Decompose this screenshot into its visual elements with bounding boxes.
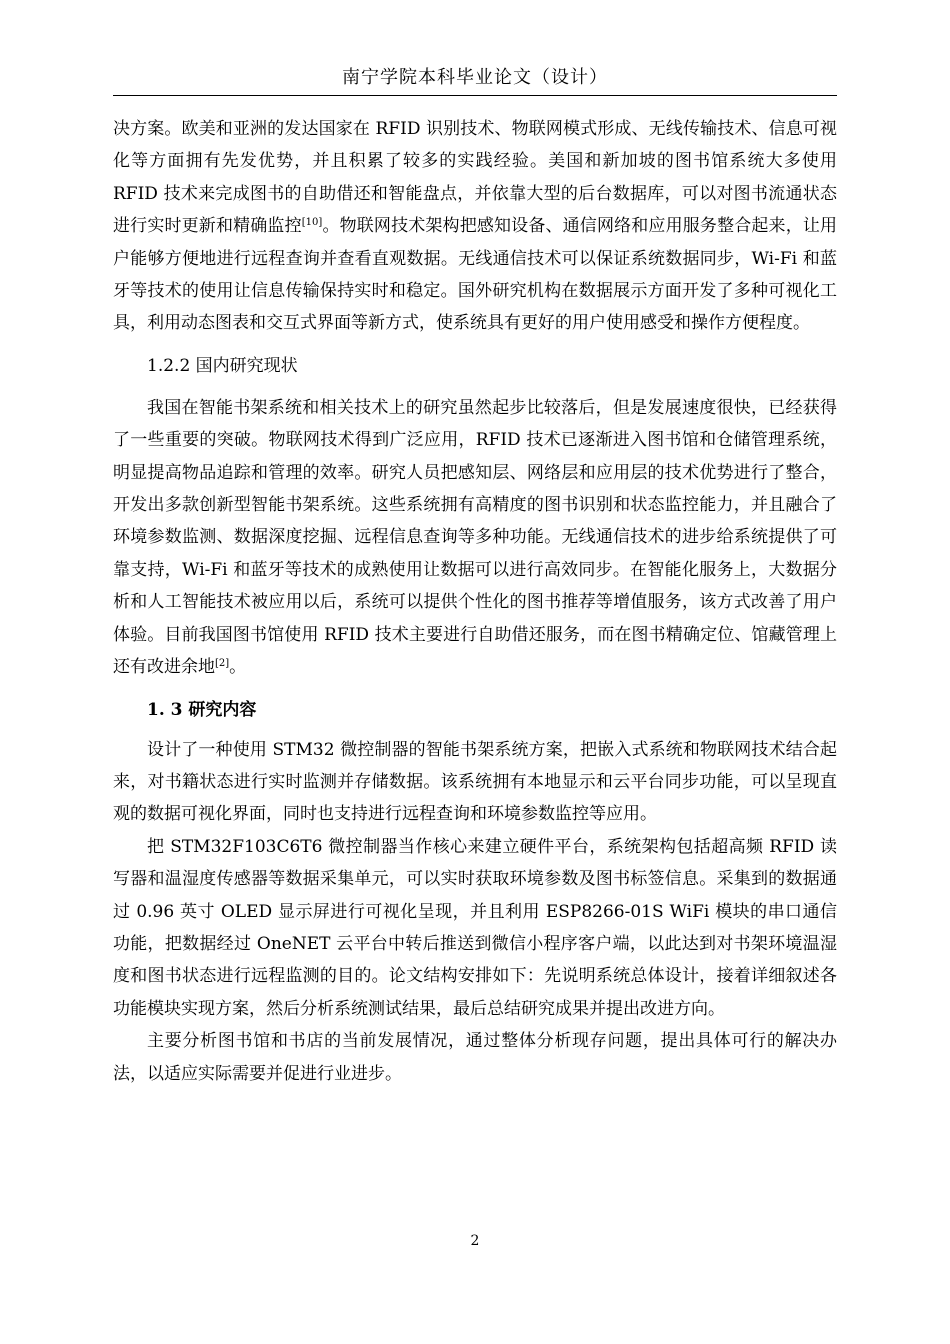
paragraph-research-content-3: 主要分析图书馆和书店的当前发展情况，通过整体分析现存问题，提出具体可行的解决办法，以适应实际需要并促进行业进步。 (113, 1031, 837, 1084)
paragraph-research-content-2: 把 STM32F103C6T6 微控制器当作核心来建立硬件平台，系统架构包括超高频 RFID 读写器和温湿度传感器等数据采集单元，可以实时获取环境参数及图书标签信息。采集到的数据通过 0.96 英寸 OLED 显示屏进行可视化呈现，并且利用 ESP8266-01S WiFi 模块的串口通信功能，把数据经过 OneNET 云平台中转后推送到微信小程序客户端，以此达到对书架环境温湿度和图书状态进行远程监测的目的。论文结构安排如下：先说明系统总体设计，接着详细叙述各功能模块实现方案，然后分析系统测试结果，最后总结研究成果并提出改进方向。 (113, 836, 837, 1019)
document-body (113, 113, 837, 1090)
section-heading-1-3: 1. 3 研究内容 (147, 699, 257, 720)
section-heading-1-2-2: 1.2.2 国内研究现状 (147, 355, 298, 376)
running-header: 南宁学院本科毕业论文（设计） (342, 67, 608, 88)
paragraph-overseas-status (113, 113, 837, 340)
header-rule (113, 95, 837, 96)
paragraph-text: 。物联网技术架构把感知设备、通信网络和应用服务整合起来，让用户能够方便地进行远程查询并查看直观数据。无线通信技术可以保证系统数据同步，Wi-Fi 和蓝牙等技术的使用让信息传输保持实时和稳定。国外研究机构在数据展示方面开发了多种可视化工具，利用动态图表和交互式界面等新方式，使系统具有更好的用户使用感受和操作方便程度。 (113, 216, 838, 334)
citation: [2] (215, 658, 230, 670)
paragraph-text: 我国在智能书架系统和相关技术上的研究虽然起步比较落后，但是发展速度很快，已经获得了一些重要的突破。物联网技术得到广泛应用，RFID 技术已逐渐进入图书馆和仓储管理系统，明显提高物品追踪和管理的效率。研究人员把感知层、网络层和应用层的技术优势进行了整合，开发出多款创新型智能书架系统。这些系统拥有高精度的图书识别和状态监控能力，并且融合了环境参数监测、数据深度挖掘、远程信息查询等多种功能。无线通信技术的进步给系统提供了可靠支持，Wi-Fi 和蓝牙等技术的成熟使用让数据可以进行高效同步。在智能化服务上，大数据分析和人工智能技术被应用以后，系统可以提供个性化的图书推荐等增值服务，该方式改善了用户体验。目前我国图书馆使用 RFID 技术主要进行自助借还服务，而在图书精确定位、馆藏管理上还有改进余地 (113, 397, 837, 678)
page-number: 2 (470, 1233, 480, 1249)
citation: [10] (301, 217, 323, 229)
paragraph-text: 决方案。欧美和亚洲的发达国家在 RFID 识别技术、物联网模式形成、无线传输技术、信息可视化等方面拥有先发优势，并且积累了较多的实践经验。美国和新加坡的图书馆系统大多使用 RFID 技术来完成图书的自助借还和智能盘点，并依靠大型的后台数据库，可以对图书流通状态进行实时更新和精确监控 (113, 119, 837, 237)
paragraph-text: 。 (229, 657, 247, 678)
paragraph-research-content-1: 设计了一种使用 STM32 微控制器的智能书架系统方案，把嵌入式系统和物联网技术结合起来，对书籍状态进行实时监测并存储数据。该系统拥有本地显示和云平台同步功能，可以呈现直观的数据可视化界面，同时也支持进行远程查询和环境参数监控等应用。 (113, 739, 837, 825)
paragraph-domestic-status (113, 392, 837, 684)
